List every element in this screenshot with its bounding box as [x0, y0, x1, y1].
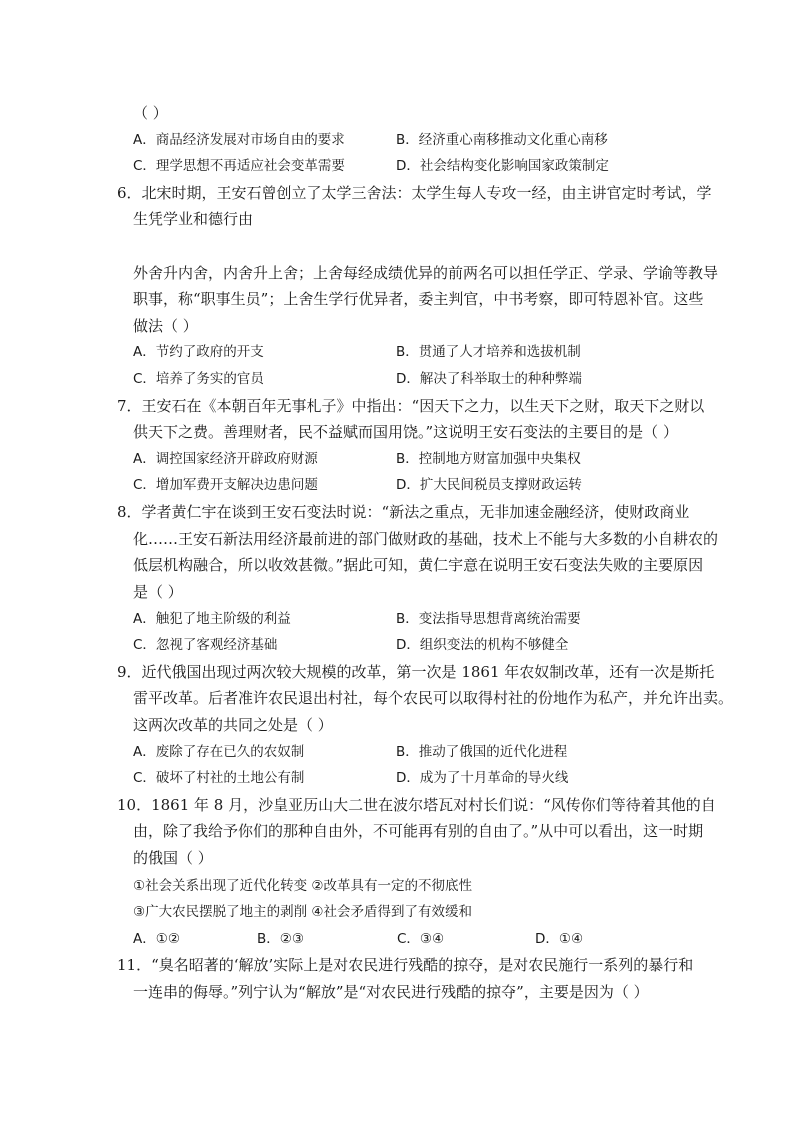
q8-line-4: 是（ ）: [133, 583, 183, 601]
q10-option-c[interactable]: C．③④: [397, 931, 445, 947]
q5-option-d[interactable]: D．社会结构变化影响国家政策制定: [396, 158, 609, 174]
q6-line-2: 生凭学业和德行由: [133, 210, 254, 228]
q6-option-d[interactable]: D．解决了科举取士的种种弊端: [396, 371, 582, 387]
q8-option-b[interactable]: B．变法指导思想背离统治需要: [396, 611, 581, 627]
q5-option-c[interactable]: C．理学思想不再适应社会变革需要: [133, 158, 345, 174]
q6-line-1: 6．北宋时期，王安石曾创立了太学三舍法：太学生每人专攻一经，由主讲官定时考试，学: [117, 184, 712, 202]
q8-line-1: 8．学者黄仁宇在谈到王安石变法时说：“新法之重点，无非加速金融经济，使财政商业: [117, 503, 690, 521]
q8-option-d[interactable]: D．组织变法的机构不够健全: [396, 637, 569, 653]
q9-option-c[interactable]: C．破坏了村社的土地公有制: [133, 770, 305, 786]
q9-option-a[interactable]: A．废除了存在已久的农奴制: [133, 744, 305, 760]
q7-option-b[interactable]: B．控制地方财富加强中央集权: [396, 451, 581, 467]
q8-line-2: 化……王安石新法用经济最前进的部门做财政的基础，技术上不能与大多数的小自耕农的: [133, 530, 719, 548]
q5-option-b[interactable]: B．经济重心南移推动文化重心南移: [396, 132, 608, 148]
q7-line-2: 供天下之费。善理财者，民不益赋而国用饶。”这说明王安石变法的主要目的是（ ）: [133, 423, 678, 441]
q5-stem-end: （ ）: [133, 104, 168, 122]
q10-items-line-1: ①社会关系出现了近代化转变 ②改革具有一定的不彻底性: [133, 878, 472, 894]
q6-option-b[interactable]: B．贯通了人才培养和选拔机制: [396, 344, 581, 360]
q5-option-a[interactable]: A．商品经济发展对市场自由的要求: [133, 132, 345, 148]
q8-option-c[interactable]: C．忽视了客观经济基础: [133, 637, 278, 653]
q10-option-b[interactable]: B．②③: [257, 931, 304, 947]
q10-option-a[interactable]: A．①②: [133, 931, 180, 947]
q7-line-1: 7．王安石在《本朝百年无事札子》中指出：“因天下之力，以生天下之财，取天下之财以: [117, 397, 705, 415]
q11-line-2: 一连串的侮辱。”列宁认为“解放”是“对农民进行残酷的掠夺”，主要是因为（ ）: [133, 983, 649, 1001]
q10-option-d[interactable]: D．①④: [535, 931, 584, 947]
q8-option-a[interactable]: A．触犯了地主阶级的利益: [133, 611, 291, 627]
q7-option-c[interactable]: C．增加军费开支解决边患问题: [133, 477, 318, 493]
q10-line-2: 由，除了我给予你们的那种自由外，不可能再有别的自由了。”从中可以看出，这一时期: [133, 822, 704, 840]
q10-line-3: 的俄国（ ）: [133, 849, 213, 867]
q9-line-3: 这两次改革的共同之处是（ ）: [133, 716, 333, 734]
q6-option-c[interactable]: C．培养了务实的官员: [133, 371, 264, 387]
q10-line-1: 10．1861 年 8 月，沙皇亚历山大二世在波尔塔瓦对村长们说：“风传你们等待着其他的自: [117, 796, 716, 814]
q6-option-a[interactable]: A．节约了政府的开支: [133, 344, 264, 360]
q9-option-d[interactable]: D．成为了十月革命的导火线: [396, 770, 569, 786]
q7-option-a[interactable]: A．调控国家经济开辟政府财源: [133, 451, 318, 467]
q6-line-3: 外舍升内舍，内舍升上舍；上舍每经成绩优异的前两名可以担任学正、学录、学谕等教导: [133, 264, 719, 282]
q9-line-2: 雷平改革。后者准许农民退出村社，每个农民可以取得村社的份地作为私产，并允许出卖。: [133, 689, 734, 707]
q9-option-b[interactable]: B．推动了俄国的近代化进程: [396, 744, 568, 760]
q8-line-3: 低层机构融合，所以收效甚微。”据此可知，黄仁宇意在说明王安石变法失败的主要原因: [133, 556, 704, 574]
q6-line-5: 做法（ ）: [133, 317, 198, 335]
q10-items-line-2: ③广大农民摆脱了地主的剥削 ④社会矛盾得到了有效缓和: [133, 904, 472, 920]
q6-line-4: 职事，称“职事生员”；上舍生学行优异者，委主判官，中书考察，即可特恩补官。这些: [133, 290, 704, 308]
q9-line-1: 9．近代俄国出现过两次较大规模的改革，第一次是 1861 年农奴制改革，还有一次是斯托: [117, 663, 715, 681]
q11-line-1: 11．“臭名昭著的‘解放’实际上是对农民进行残酷的掠夺，是对农民施行一系列的暴行和: [117, 956, 694, 974]
q7-option-d[interactable]: D．扩大民间税员支撑财政运转: [396, 477, 582, 493]
